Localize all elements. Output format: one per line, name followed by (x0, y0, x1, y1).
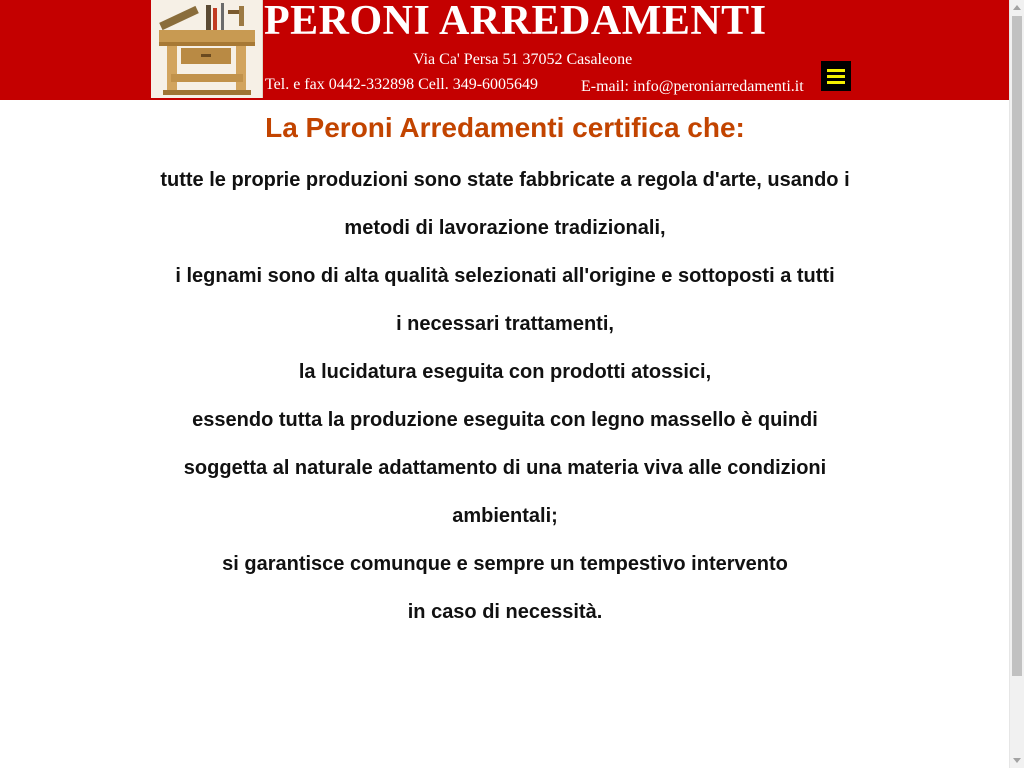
email-link[interactable]: info@peroniarredamenti.it (632, 78, 804, 95)
scrollbar-thumb[interactable] (1012, 16, 1022, 676)
hamburger-menu-icon-line (827, 69, 845, 72)
certification-paragraph: in caso di necessità. (407, 601, 603, 623)
email-line (581, 78, 804, 96)
certification-paragraph: metodi di lavorazione tradizionali, (344, 217, 666, 239)
site-header (0, 0, 1009, 100)
hamburger-menu-button[interactable] (821, 61, 851, 91)
certification-paragraph: tutte le proprie produzioni sono state fabbricate a regola d'arte, usando i (160, 169, 850, 191)
hamburger-menu-icon-line (827, 75, 845, 78)
certification-paragraph: soggetta al naturale adattamento di una materia viva alle condizioni (183, 457, 827, 479)
certification-paragraph: essendo tutta la produzione eseguita con legno massello è quindi (192, 409, 818, 431)
main-content (155, 110, 855, 626)
logo-image[interactable] (151, 0, 263, 98)
certification-paragraph: la lucidatura eseguita con prodotti atossici, (298, 361, 712, 383)
scroll-down-arrow-icon[interactable] (1013, 758, 1021, 763)
certification-paragraph: i legnami sono di alta qualità selezionati all'origine e sottoposti a tutti (175, 265, 835, 287)
scroll-up-arrow-icon[interactable] (1013, 5, 1021, 10)
certification-paragraph: ambientali; (452, 505, 558, 527)
hamburger-menu-icon-line (827, 81, 845, 84)
site-brand-title[interactable]: PERONI ARREDAMENTI (264, 0, 767, 44)
certification-paragraph: i necessari trattamenti, (396, 313, 614, 335)
phone-text: Tel. e fax 0442-332898 Cell. 349-6005649 (265, 76, 539, 93)
email-label: E-mail: (581, 78, 629, 95)
workbench-icon (151, 0, 262, 98)
page-title: La Peroni Arredamenti certifica che: (265, 112, 745, 143)
vertical-scrollbar[interactable] (1009, 0, 1024, 768)
certification-paragraph: si garantisce comunque e sempre un tempestivo intervento (222, 553, 788, 575)
address-text: Via Ca' Persa 51 37052 Casaleone (413, 51, 633, 68)
